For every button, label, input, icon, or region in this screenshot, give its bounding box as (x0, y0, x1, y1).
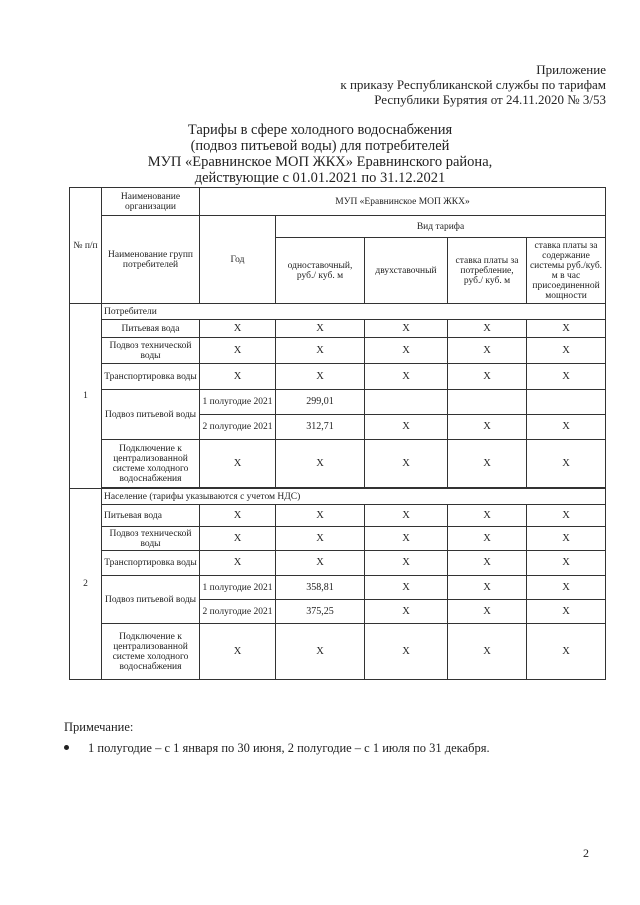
page-number: 2 (583, 846, 589, 860)
cell-single-rate: X (276, 551, 365, 576)
cell-consumption-rate: X (448, 576, 527, 600)
header-org-label: Наименование организации (102, 188, 200, 216)
title-line-2: (подвоз питьевой воды) для потребителей (190, 138, 450, 154)
title-line-1: Тарифы в сфере холодного водоснабжения (187, 122, 453, 138)
annex-line-2: к приказу Республиканской службы по тарифам (340, 77, 606, 92)
header-num: № п/п (70, 188, 102, 304)
row-label: Подключение к централизованной системе холодного водоснабжения (102, 624, 200, 680)
cell-single-rate: 358,81 (276, 576, 365, 600)
cell-capacity-rate: X (527, 527, 606, 551)
header-two-rate: двухставочный (365, 238, 448, 304)
cell-two-rate: X (365, 338, 448, 364)
cell-single-rate: 299,01 (276, 390, 365, 415)
cell-year: X (200, 551, 276, 576)
section-2-title-row (70, 489, 606, 505)
cell-two-rate: X (365, 364, 448, 390)
document-title (60, 122, 580, 186)
header-capacity-rate: ставка платы за содержание системы руб./куб. м в час присоединенной мощности (527, 238, 606, 304)
row-label: Питьевая вода (102, 320, 200, 338)
cell-consumption-rate (448, 390, 527, 415)
cell-two-rate: X (365, 415, 448, 440)
note-bullet (88, 741, 490, 756)
cell-consumption-rate: X (448, 440, 527, 488)
table-row (70, 320, 606, 338)
header-year: Год (200, 216, 276, 304)
cell-two-rate (365, 390, 448, 415)
cell-capacity-rate: X (527, 600, 606, 624)
section-1-title: Потребители (102, 304, 606, 320)
cell-two-rate: X (365, 527, 448, 551)
row-label: Транспортировка воды (102, 364, 200, 390)
table-row (70, 364, 606, 390)
cell-single-rate: X (276, 624, 365, 680)
cell-single-rate: X (276, 320, 365, 338)
annex-line-3: Республики Бурятия от 24.11.2020 № 3/53 (374, 92, 606, 107)
cell-consumption-rate: X (448, 600, 527, 624)
cell-capacity-rate: X (527, 505, 606, 527)
title-line-3: МУП «Еравнинское МОП ЖКХ» Еравнинского района, (147, 154, 493, 170)
table-row (70, 440, 606, 488)
note-text: 1 полугодие – с 1 января по 30 июня, 2 полугодие – с 1 июля по 31 декабря. (88, 741, 490, 755)
title-line-4: действующие с 01.01.2021 по 31.12.2021 (194, 170, 446, 186)
cell-capacity-rate: X (527, 338, 606, 364)
table-row (70, 338, 606, 364)
header-org-name: МУП «Еравнинское МОП ЖКХ» (200, 188, 606, 216)
cell-single-rate: X (276, 364, 365, 390)
cell-capacity-rate: X (527, 440, 606, 488)
row-label: Питьевая вода (102, 505, 200, 527)
cell-two-rate: X (365, 505, 448, 527)
table-row (70, 527, 606, 551)
cell-year: 1 полугодие 2021 (200, 576, 276, 600)
cell-capacity-rate: X (527, 551, 606, 576)
cell-two-rate: X (365, 320, 448, 338)
cell-capacity-rate: X (527, 576, 606, 600)
annex-line-1: Приложение (536, 62, 606, 77)
cell-consumption-rate: X (448, 505, 527, 527)
cell-single-rate: 312,71 (276, 415, 365, 440)
header-single-rate: одноставочный, руб./ куб. м (276, 238, 365, 304)
cell-consumption-rate: X (448, 624, 527, 680)
cell-capacity-rate: X (527, 364, 606, 390)
cell-capacity-rate: X (527, 624, 606, 680)
cell-capacity-rate: X (527, 415, 606, 440)
cell-single-rate: 375,25 (276, 600, 365, 624)
cell-year: X (200, 440, 276, 488)
section-1-num: 1 (70, 304, 102, 489)
header-consumption-rate: ставка платы за потребление, руб./ куб. м (448, 238, 527, 304)
cell-capacity-rate (527, 390, 606, 415)
cell-year: 2 полугодие 2021 (200, 600, 276, 624)
header-row-org (70, 188, 606, 216)
table-row (70, 551, 606, 576)
cell-single-rate: X (276, 440, 365, 488)
cell-two-rate: X (365, 600, 448, 624)
table-row (70, 576, 606, 600)
cell-year: X (200, 320, 276, 338)
cell-year: X (200, 338, 276, 364)
row-label: Подвоз технической воды (102, 527, 200, 551)
table-row (70, 505, 606, 527)
tariff-table (69, 187, 606, 680)
cell-single-rate: X (276, 527, 365, 551)
table-row (70, 624, 606, 680)
row-label: Транспортировка воды (102, 551, 200, 576)
annex-block (340, 62, 606, 107)
section-1-title-row (70, 304, 606, 320)
cell-year: X (200, 364, 276, 390)
row-label: Подвоз питьевой воды (102, 390, 200, 440)
table-row (70, 390, 606, 415)
cell-capacity-rate: X (527, 320, 606, 338)
note-label: Примечание: (64, 720, 134, 734)
row-label: Подключение к централизованной системе холодного водоснабжения (102, 440, 200, 488)
cell-year: X (200, 505, 276, 527)
cell-single-rate: X (276, 505, 365, 527)
cell-year: X (200, 527, 276, 551)
cell-two-rate: X (365, 624, 448, 680)
row-label: Подвоз технической воды (102, 338, 200, 364)
header-groups-label: Наименование групп потребителей (102, 216, 200, 304)
cell-consumption-rate: X (448, 551, 527, 576)
cell-two-rate: X (365, 576, 448, 600)
cell-consumption-rate: X (448, 527, 527, 551)
header-tariff-type: Вид тарифа (276, 216, 606, 238)
cell-consumption-rate: X (448, 320, 527, 338)
cell-year: 2 полугодие 2021 (200, 415, 276, 440)
section-2-title: Население (тарифы указываются с учетом НДС) (102, 489, 606, 505)
cell-two-rate: X (365, 551, 448, 576)
cell-consumption-rate: X (448, 415, 527, 440)
section-2-num: 2 (70, 489, 102, 680)
cell-year: X (200, 624, 276, 680)
cell-two-rate: X (365, 440, 448, 488)
cell-consumption-rate: X (448, 338, 527, 364)
cell-consumption-rate: X (448, 364, 527, 390)
bullet-dot-icon (64, 745, 69, 750)
header-row-tariff-type (70, 216, 606, 238)
cell-year: 1 полугодие 2021 (200, 390, 276, 415)
cell-single-rate: X (276, 338, 365, 364)
row-label: Подвоз питьевой воды (102, 576, 200, 624)
